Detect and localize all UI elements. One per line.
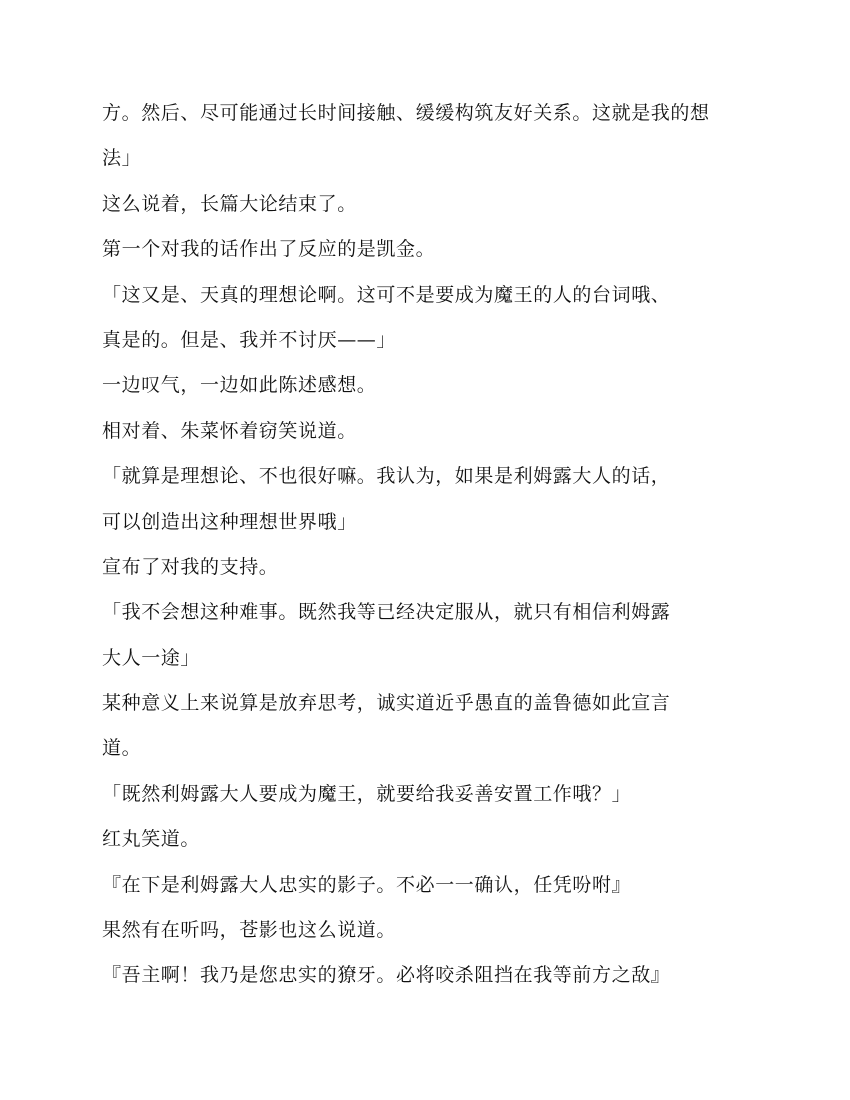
text-line: 果然有在听吗，苍影也这么说道。 [102, 919, 397, 942]
text-line: 方。然后、尽可能通过长时间接触、缓缓构筑友好关系。这就是我的想 [102, 102, 710, 124]
text-line: 一边叹气，一边如此陈述感想。 [102, 374, 377, 397]
text-line: 这么说着，长篇大论结束了。 [102, 192, 357, 215]
text-line: 真是的。但是、我并不讨厌——」 [102, 328, 397, 351]
text-line: 相对着、朱菜怀着窃笑说道。 [102, 419, 357, 442]
text-line: 宣布了对我的支持。 [102, 555, 279, 578]
text-line: 道。 [102, 737, 142, 760]
text-line: 红丸笑道。 [102, 828, 201, 851]
text-line: 「我不会想这种难事。既然我等已经决定服从，就只有相信利姆露 [102, 601, 671, 624]
text-line: 「既然利姆露大人要成为魔王，就要给我妥善安置工作哦？」 [102, 782, 632, 805]
text-line: 可以创造出这种理想世界哦」 [102, 510, 357, 533]
text-line: 某种意义上来说算是放弃思考，诚实道近乎愚直的盖鲁德如此宣言 [102, 692, 671, 715]
text-line: 『吾主啊！我乃是您忠实的獠牙。必将咬杀阻挡在我等前方之敌』 [102, 964, 671, 987]
document-body [102, 91, 762, 999]
text-line: 第一个对我的话作出了反应的是凯金。 [102, 238, 436, 261]
text-line: 「这又是、天真的理想论啊。这可不是要成为魔王的人的台词哦、 [102, 283, 671, 306]
text-line: 大人一途」 [102, 646, 201, 669]
text-line: 「就算是理想论、不也很好嘛。我认为，如果是利姆露大人的话， [102, 465, 671, 488]
text-line: 『在下是利姆露大人忠实的影子。不必一一确认，任凭吩咐』 [102, 873, 632, 896]
text-line: 法」 [102, 147, 142, 170]
